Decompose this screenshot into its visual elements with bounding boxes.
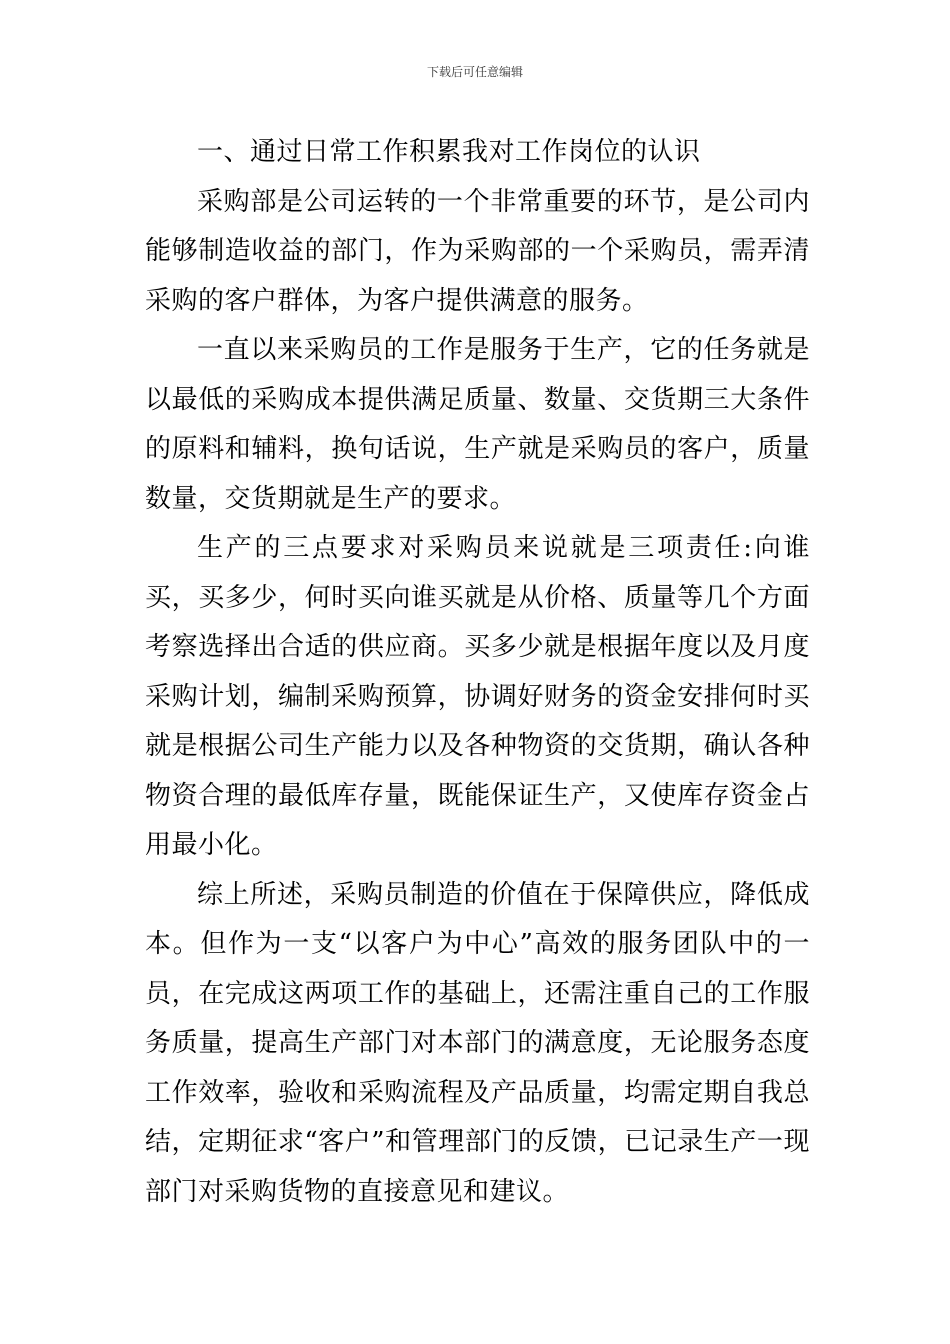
header-note: 下载后可任意编辑 xyxy=(426,65,523,79)
paragraph-summary: 综上所述，采购员制造的价值在于保障供应，降低成本。但作为一支“以客户为中心”高效的服务团队中的一员，在完成这两项工作的基础上，还需注重自己的工作服务质量，提高生产部门对本部门的满意度，无论服务态度工作效率，验收和采购流程及产品质量，均需定期自我总结，定期征求“客户”和管理部门的反馈，已记录生产一现部门对采购货物的直接意见和建议。 xyxy=(145,879,810,1207)
paragraph-purchasing-department: 采购部是公司运转的一个非常重要的环节，是公司内能够制造收益的部门，作为采购部的一个采购员，需弄清采购的客户群体，为客户提供满意的服务。 xyxy=(145,186,810,316)
paragraph-three-responsibilities: 生产的三点要求对采购员来说就是三项责任:向谁买，买多少，何时买向谁买就是从价格、质量等几个方面考察选择出合适的供应商。买多少就是根据年度以及月度采购计划，编制采购预算，协调好财务的资金安排何时买就是根据公司生产能力以及各种物资的交货期，确认各种物资合理的最低库存量，既能保证生产，又使库存资金占用最小化。 xyxy=(145,533,810,860)
document-body xyxy=(145,128,810,1217)
paragraph-purchaser-work: 一直以来采购员的工作是服务于生产，它的任务就是以最低的采购成本提供满足质量、数量、交货期三大条件的原料和辅料，换句话说，生产就是采购员的客户，质量数量，交货期就是生产的要求。 xyxy=(145,335,810,514)
section-heading: 一、通过日常工作积累我对工作岗位的认识 xyxy=(197,137,701,167)
